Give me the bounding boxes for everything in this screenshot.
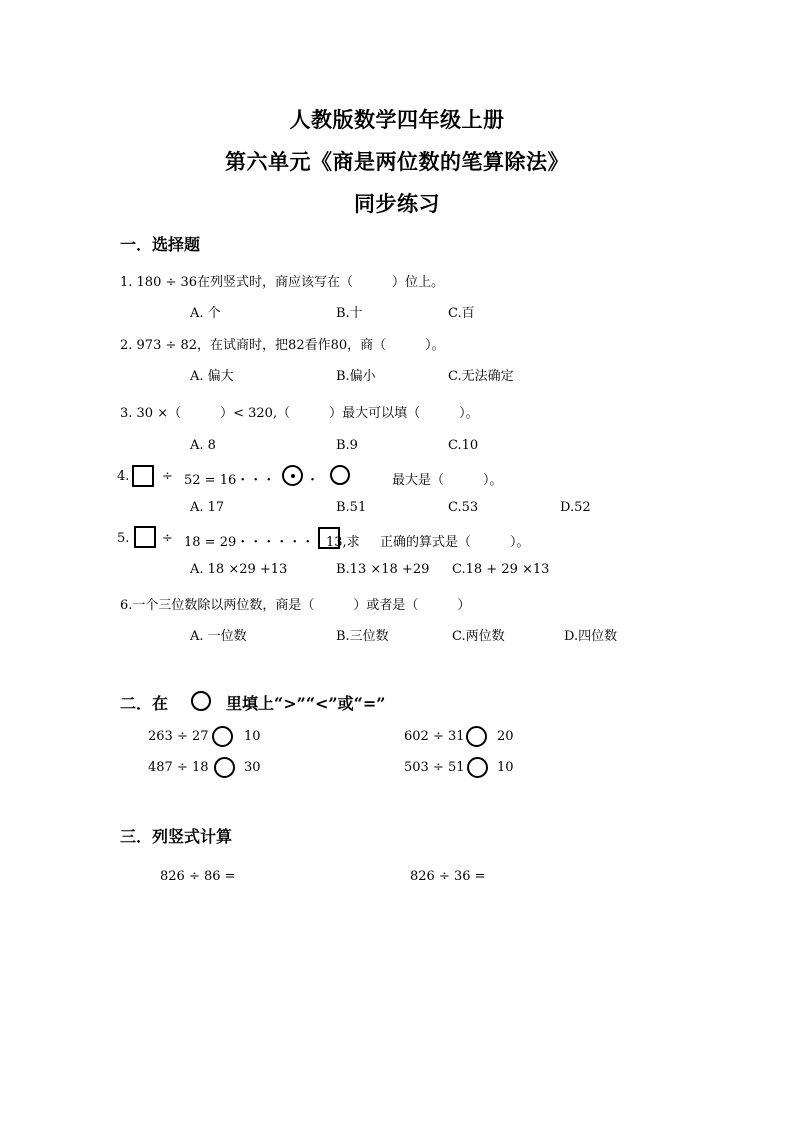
q5-expression: 18 = 29・・・・・・ [184, 535, 315, 550]
q2-option-c: C.无法确定 [448, 369, 514, 384]
q4-option-d: D.52 [560, 500, 591, 515]
compare-2-left: 602 ÷ 31 [404, 729, 465, 744]
q5-number: 5. [117, 531, 130, 546]
q2-option-a: A. 偏大 [190, 369, 234, 384]
calc-item-1: 826 ÷ 86 = [160, 869, 236, 884]
q4-square-box [132, 465, 154, 487]
section-2-heading-prefix: 二．在 [120, 694, 169, 713]
q4-option-a: A. 17 [190, 500, 225, 515]
title-line-2: 第六单元《商是两位数的笔算除法》 [225, 149, 569, 174]
q3-option-b: B.9 [336, 438, 358, 453]
q4-dotted-circle [282, 465, 303, 486]
compare-4-left: 503 ÷ 51 [404, 760, 465, 775]
q4-empty-circle [330, 465, 350, 485]
question-2: 2. 973 ÷ 82，在试商时，把82看作80，商（ ）。 [120, 338, 445, 353]
q3-option-c: C.10 [448, 438, 479, 453]
q3-option-a: A. 8 [190, 438, 216, 453]
title-line-1: 人教版数学四年级上册 [289, 107, 505, 132]
title-line-3: 同步练习 [354, 191, 440, 216]
q5-middle: 13,求 [326, 535, 360, 550]
calc-item-2: 826 ÷ 36 = [410, 869, 486, 884]
q4-expression: 52 = 16・・・ [184, 473, 276, 488]
question-1: 1. 180 ÷ 36在列竖式时，商应该写在（ ）位上。 [120, 275, 445, 290]
compare-1-left: 263 ÷ 27 [148, 729, 209, 744]
q4-option-b: B.51 [336, 500, 367, 515]
compare-2-right: 20 [497, 729, 514, 744]
q5-option-c: C.18 + 29 ×13 [452, 562, 550, 577]
q4-dot-after: ・ [306, 473, 320, 488]
compare-2-circle[interactable] [466, 726, 487, 747]
section-1-heading: 一．选择题 [120, 235, 201, 254]
section-2-heading-suffix: 里填上“>”“<”或“=” [226, 694, 386, 713]
q4-tail: 最大是（ ）。 [392, 473, 503, 488]
question-3: 3. 30 ×（ ）< 320,（ ）最大可以填（ ）。 [120, 406, 479, 421]
section-3-heading: 三．列竖式计算 [120, 827, 233, 846]
compare-3-left: 487 ÷ 18 [148, 760, 209, 775]
q6-option-d: D.四位数 [564, 629, 618, 644]
q4-number: 4. [117, 469, 130, 484]
q6-option-b: B.三位数 [336, 629, 389, 644]
question-6: 6.一个三位数除以两位数，商是（ ）或者是（ ） [120, 598, 471, 613]
compare-1-right: 10 [244, 729, 261, 744]
q5-option-b: B.13 ×18 +29 [336, 562, 430, 577]
q1-option-c: C.百 [448, 306, 475, 321]
heading-circle [191, 691, 211, 711]
q4-divide-sign: ÷ [162, 469, 173, 484]
q1-option-b: B.十 [336, 306, 363, 321]
compare-1-circle[interactable] [212, 726, 233, 747]
compare-3-circle[interactable] [214, 757, 235, 778]
q1-option-a: A. 个 [190, 306, 221, 321]
q4-option-c: C.53 [448, 500, 479, 515]
q5-option-a: A. 18 ×29 +13 [190, 562, 288, 577]
q5-tail: 正确的算式是（ ）。 [380, 535, 530, 550]
circle-center-dot [291, 474, 295, 478]
compare-4-right: 10 [497, 760, 514, 775]
q2-option-b: B.偏小 [336, 369, 376, 384]
q6-option-c: C.两位数 [452, 629, 505, 644]
compare-4-circle[interactable] [467, 757, 488, 778]
q5-square-box [134, 526, 156, 548]
q6-option-a: A. 一位数 [190, 629, 247, 644]
compare-3-right: 30 [244, 760, 261, 775]
q5-divide-sign: ÷ [162, 531, 173, 546]
